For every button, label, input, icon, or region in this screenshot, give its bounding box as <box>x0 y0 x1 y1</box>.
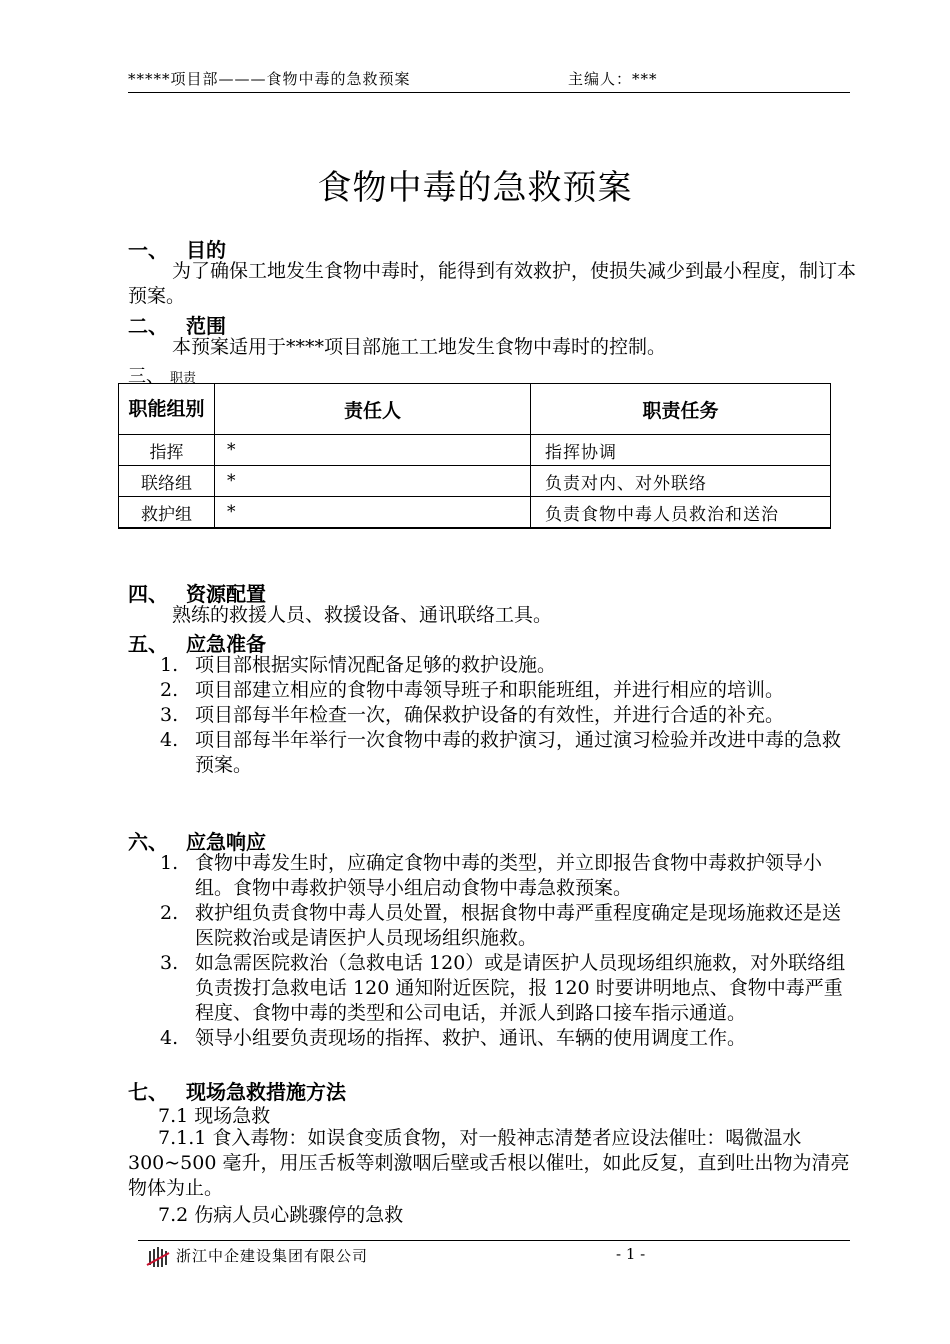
list-item: 1. 食物中毒发生时，应确定食物中毒的类型，并立即报告食物中毒救护领导小组。食物中毒救护领导小组启动食物中毒急救预案。 <box>160 852 823 899</box>
table-header-row <box>119 384 831 435</box>
table-header-person: 责任人 <box>215 384 531 435</box>
list-item: 2. 救护组负责食物中毒人员处置，根据食物中毒严重程度确定是现场施救还是送医院救治或是请医护人员现场组织施救。 <box>160 902 842 949</box>
page-header <box>128 66 850 93</box>
section-7-heading: 七、 现场急救措施方法 <box>128 1080 346 1104</box>
header-editor: 主编人：*** <box>568 70 658 88</box>
section-6-list <box>160 851 850 1051</box>
table-row <box>119 466 831 497</box>
section-6-heading: 六、 应急响应 <box>128 830 266 854</box>
footer-company: 浙江中企建设集团有限公司 <box>176 1247 369 1265</box>
subsection-7-1: 7.1 现场急救 <box>158 1105 271 1127</box>
subsection-7-2: 7.2 伤病人员心跳骤停的急救 <box>158 1204 404 1226</box>
subsection-7-1-1-text: 7.1.1 食入毒物：如误食变质食物，对一般神志清楚者应设法催吐：喝微温水 300~500 毫升，用压舌板等刺激咽后壁或舌根以催吐，如此反复，直到吐出物为清亮物体为止。 <box>128 1127 850 1199</box>
list-item: 1. 项目部根据实际情况配备足够的救护设施。 <box>160 654 557 676</box>
table-cell-task: 指挥协调 <box>531 435 831 466</box>
section-1-text: 为了确保工地发生食物中毒时，能得到有效救护，使损失减少到最小程度，制订本预案。 <box>128 260 857 307</box>
table-cell-group: 联络组 <box>119 466 215 497</box>
list-item: 2. 项目部建立相应的食物中毒领导班子和职能班组，并进行相应的培训。 <box>160 679 785 701</box>
table-header-group: 职能组别 <box>119 384 215 435</box>
section-2-text: 本预案适用于****项目部施工工地发生食物中毒时的控制。 <box>172 336 667 358</box>
table-header-task: 职责任务 <box>531 384 831 435</box>
section-4-heading: 四、 资源配置 <box>128 582 266 606</box>
section-3-heading: 三、 职责 <box>128 366 197 387</box>
table-cell-person: * <box>215 497 531 529</box>
page-footer <box>138 1240 850 1273</box>
table-cell-group: 指挥 <box>119 435 215 466</box>
list-item: 4. 项目部每半年举行一次食物中毒的救护演习，通过演习检验并改进中毒的急救预案。 <box>160 729 842 776</box>
list-item: 3. 项目部每半年检查一次，确保救护设备的有效性，并进行合适的补充。 <box>160 704 785 726</box>
table-cell-task: 负责食物中毒人员救治和送治 <box>531 497 831 529</box>
section-1-heading: 一、 目的 <box>128 238 226 262</box>
duty-table <box>118 383 831 529</box>
section-5-heading: 五、 应急准备 <box>128 632 266 656</box>
table-row <box>119 497 831 529</box>
section-5-list <box>160 653 850 778</box>
table-cell-group: 救护组 <box>119 497 215 529</box>
document-title: 食物中毒的急救预案 <box>317 168 633 208</box>
table-cell-person: * <box>215 435 531 466</box>
table-row <box>119 435 831 466</box>
list-item: 3. 如急需医院救治（急救电话 120）或是请医护人员现场组织施救，对外联络组负责拨打急救电话 120 通知附近医院，报 120 时要讲明地点、食物中毒严重程度、食物中毒的类型和公司电话，并派人到路口接车指示通道。 <box>160 952 846 1024</box>
table-cell-task: 负责对内、对外联络 <box>531 466 831 497</box>
section-4-text: 熟练的救援人员、救援设备、通讯联络工具。 <box>172 604 553 626</box>
list-item: 4. 领导小组要负责现场的指挥、救护、通讯、车辆的使用调度工作。 <box>160 1027 747 1049</box>
page-number: - 1 - <box>616 1245 646 1263</box>
header-left: *****项目部———食物中毒的急救预案 <box>128 70 411 88</box>
company-logo-icon <box>146 1245 170 1269</box>
section-2-heading: 二、 范围 <box>128 314 226 338</box>
table-cell-person: * <box>215 466 531 497</box>
